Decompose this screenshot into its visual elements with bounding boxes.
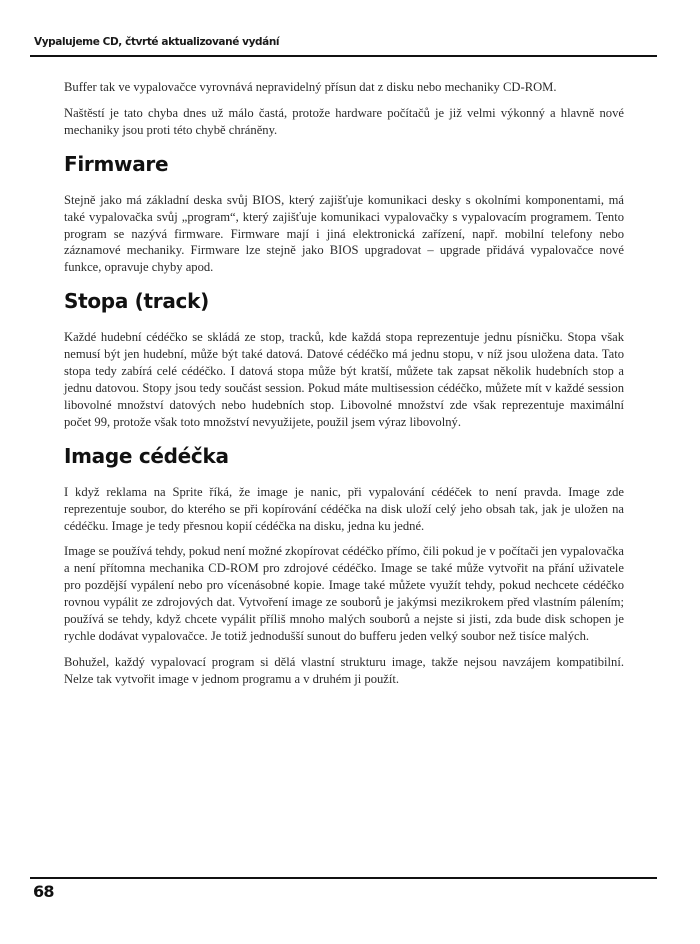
image-paragraph-2: Image se používá tehdy, pokud není možné zkopírovat cédéčko přímo, čili pokud je v počítači jen vypalovačka a není přítomna mechanika CD-ROM pro zdrojové cédéčko. Image se také může vytvořit na přání uživatele pro pozdější vypálení nebo pro vícenásobné kopie. Image také můžete využít tehdy, pokud nechcete cédéčko rovnou vypálit ze zdrojových dat. Vytvoření image ze souborů je jakýmsi mezikrokem před vlastním pálením; používá se tehdy, když chcete vypálit příliš mnoho malých souborů a nejste si jisti, zda bude disk schopen je rychle dodávat vypalovačce. Je totiž jednodušší sunout do bufferu jeden velký soubor než tisíce malých. (64, 544, 624, 643)
header-rule (30, 55, 657, 57)
heading-stopa-track: Stopa (track) (64, 289, 209, 314)
page-body (64, 79, 624, 697)
stopa-paragraph-1: Každé hudební cédéčko se skládá ze stop, tracků, kde každá stopa reprezentuje jednu písničku. Stopa však nemusí být jen hudební, může být také datová. Datové cédéčko má jednu stopu, v níž jsou uložena data. Tato stopa tedy zabírá celé cédéčko. I datová stopa může být kratší, můžete tak zapsat několik hudebních stop a jednu datovou. Stopy jsou tedy součást session. Pokud máte multisession cédéčko, můžete mít v každé session libovolné množství datových nebo hudebních stop. Libovolné množství zde však reprezentuje maximální počet 99, protože však toto množství nevyužijete, použil jsem výraz libovolný. (64, 330, 624, 429)
page-number: 68 (33, 882, 54, 901)
heading-image-cedecka: Image cédéčka (64, 443, 229, 468)
image-paragraph-3: Bohužel, každý vypalovací program si dělá vlastní strukturu image, takže nejsou navzájem kompatibilní. Nelze tak vytvořit image v jednom programu a v druhém ji použít. (64, 654, 624, 686)
intro-paragraph-2: Naštěstí je tato chyba dnes už málo častá, protože hardware počítačů je již velmi výkonný a hlavně nové mechaniky jsou proti této chybě chráněny. (64, 105, 624, 137)
image-paragraph-1: I když reklama na Sprite říká, že image je nanic, při vypalování cédéček to není pravda. Image zde reprezentuje soubor, do kterého se při kopírování cédéčka na disk uloží celý jeho obsah tak, jak je uložen na cédéčku. Image je tedy přesnou kopií cédéčka na disku, jedna ku jedné. (64, 484, 624, 533)
intro-paragraph-1: Buffer tak ve vypalovačce vyrovnává nepravidelný přísun dat z disku nebo mechaniky CD-ROM. (64, 80, 557, 94)
footer-rule (30, 877, 657, 879)
firmware-paragraph-1: Stejně jako má základní deska svůj BIOS, který zajišťuje komunikaci desky s okolními komponentami, má také vypalovačka svůj „program“, který zajišťuje komunikaci vypalovačky s vypalovacím programem. Tento program se nazývá firmware. Firmware mají i jiná elektronická zařízení, např. mobilní telefony nebo záznamové mechaniky. Firmware lze stejně jako BIOS upgradovat – upgrade přidává vypalovačce nové funkce, opravuje chyby apod. (64, 192, 624, 275)
heading-firmware: Firmware (64, 151, 169, 176)
running-head: Vypalujeme CD, čtvrté aktualizované vydání (34, 36, 280, 48)
